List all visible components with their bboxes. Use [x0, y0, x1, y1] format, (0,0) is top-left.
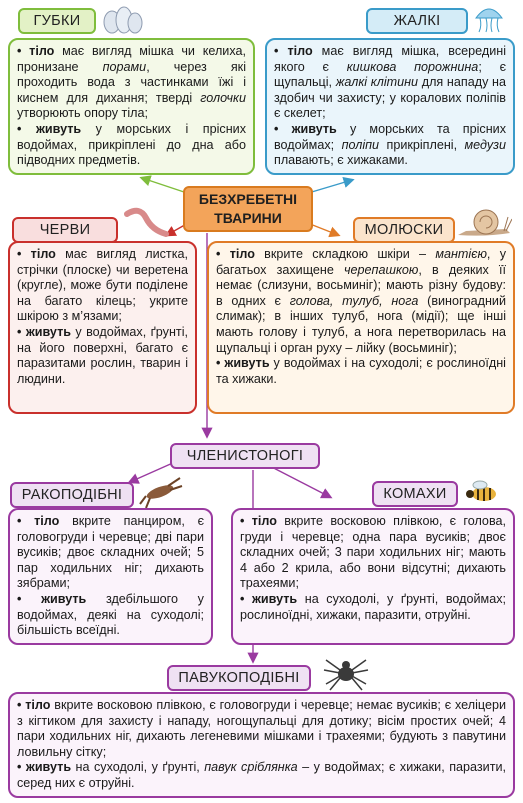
insects-title: КОМАХИ	[372, 481, 458, 507]
sponges-box: • тіло має вигляд мішка чи келиха, пронизане порами, через які проходить вода з частинками їжі і киснем для дихання; тверді голочки утворюють опору тіла; • живуть у морських і прісних водоймах, прикріплені до дна або підводних предметів.	[8, 38, 255, 175]
worms-title: ЧЕРВИ	[12, 217, 118, 243]
sponges-title: ГУБКИ	[18, 8, 96, 34]
molluscs-box: • тіло вкрите складкою шкіри – мантією, у багатьох захищене черепашкою, в деяких її немає (слизуни, восьминіг); мають різну будову: в одних є голова, тулуб, нога (виноградний слимак); в інших тулуб, нога (мідії); ще інші мають голову і тулуб, а нога перетворилась на щупальці і орган руху – лійку (восьминіг); • живуть у водоймах і на суходолі; є рослиноїдні та хижаки.	[207, 241, 515, 414]
arachnids-title: ПАВУКОПОДІБНІ	[167, 665, 311, 691]
insects-box: • тіло вкрите восковою плівкою, є голова, груди і черевце; одна пара вусиків; двоє складних очей; 3 пари ходильних ніг; мають 4 або 2 крила, або вони відсутні; дихають трахеями; • живуть на суходолі, у ґрунті, водоймах; рослиноїдні, хижаки, паразити, отруйні.	[231, 508, 515, 645]
cnidaria-box: • тіло має вигляд мішка, всередині якого є кишкова порожнина; є щупальці, жалкі клітини для нападу на здобич чи захисту; у коралових поліпів є скелет; • живуть у морських та прісних водоймах; поліпи прикріплені, медузи плавають; є хижаками.	[265, 38, 515, 175]
crayfish-icon	[138, 474, 184, 510]
jellyfish-icon	[472, 4, 506, 34]
invertebrates-title: БЕЗХРЕБЕТНІ ТВАРИНИ	[183, 186, 313, 232]
cnidaria-title: ЖАЛКІ	[366, 8, 468, 34]
worms-box: • тіло має вигляд листка, стрічки (плоске) чи веретена (кругле), може бути поділене на багато кілець; укрите шкірою з м’язами; • живуть у водоймах, ґрунті, на його поверхні, багато є паразитами рослин, тварин і людини.	[8, 241, 197, 414]
crustaceans-title: РАКОПОДІБНІ	[10, 482, 134, 508]
molluscs-title: МОЛЮСКИ	[353, 217, 455, 243]
worm-icon	[122, 206, 172, 240]
spider-icon	[322, 652, 370, 692]
crustaceans-box: • тіло вкрите панциром, є головогруди і черевце; дві пари вусиків; двоє складних очей; 5 пар ходильних ніг; дихають зябрами; • живуть здебільшого у водоймах, деякі на суходолі; більшість всеїдні.	[8, 508, 213, 645]
arthropods-title: ЧЛЕНИСТОНОГІ	[170, 443, 320, 469]
bee-icon	[462, 476, 502, 508]
snail-icon	[456, 207, 512, 239]
arachnids-box: • тіло вкрите восковою плівкою, є головогруди і черевце; немає вусиків; є хеліцери з кігтиком для захисту і нападу, ногощупальці для дотику; вісім простих очей; 4 пари ходильних ніг, дихають легеневими мішками і трахеями; будують з павутини ловильну сітку; • живуть на суходолі, у ґрунті, павук сріблянка – у водоймах; є хижаки, паразити, серед них є отруйні.	[8, 692, 515, 798]
sponge-icon	[100, 6, 144, 34]
